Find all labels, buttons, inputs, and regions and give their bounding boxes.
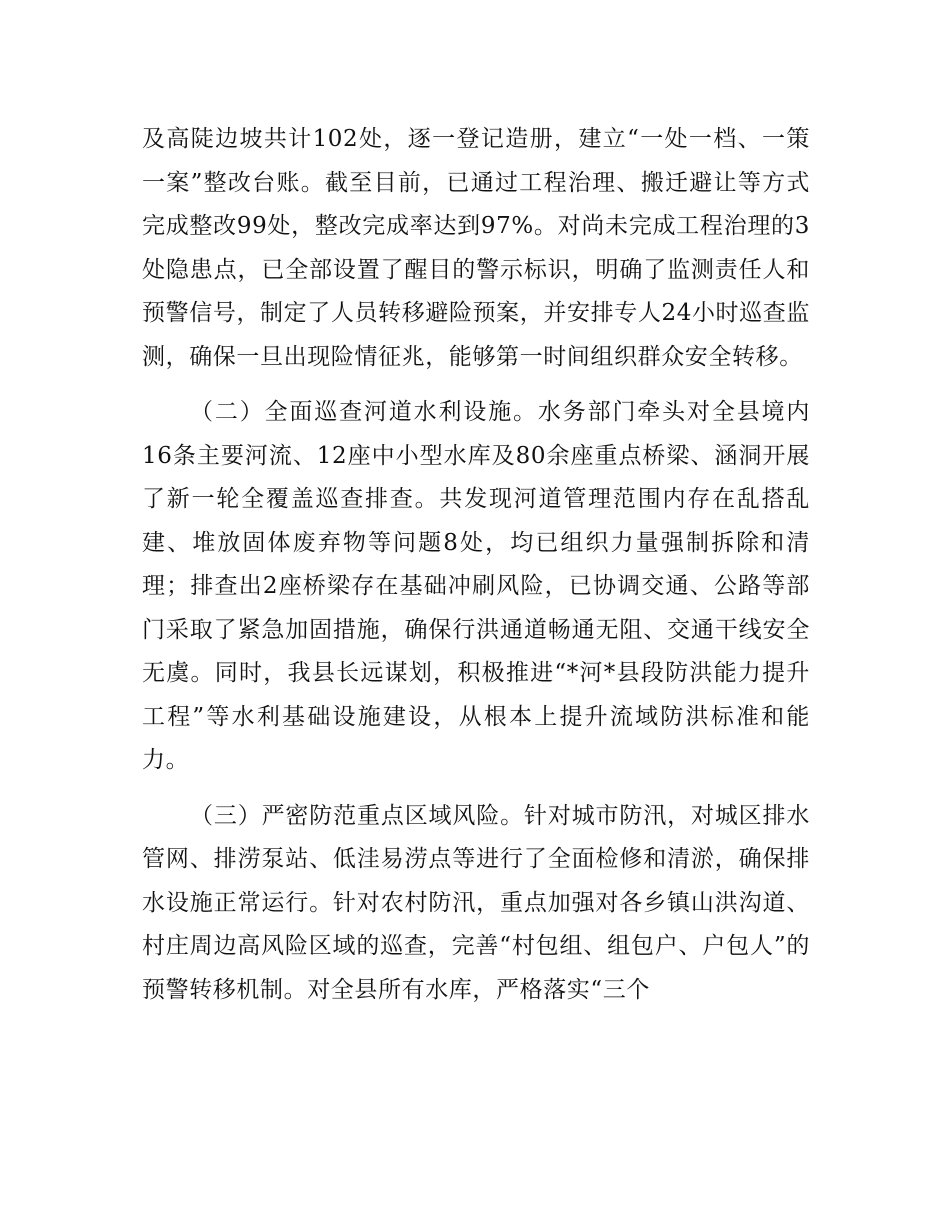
paragraph-gap xyxy=(142,379,810,391)
document-body xyxy=(142,118,810,1012)
paragraph-river-facilities: （二）全面巡查河道水利设施。水务部门牵头对全县境内16条主要河流、12座中小型水库及80余座重点桥梁、涵洞开展了新一轮全覆盖巡查排查。共发现河道管理范围内存在乱搭乱建、堆放固体废弃物等问题8处，均已组织力量强制拆除和清理；排查出2座桥梁存在基础冲刷风险，已协调交通、公路等部门采取了紧急加固措施，确保行洪通道畅通无阻、交通干线安全无虞。同时，我县长远谋划，积极推进“*河*县段防洪能力提升工程”等水利基础设施建设，从根本上提升流域防洪标准和能力。 xyxy=(142,399,810,773)
paragraph-continuation: 及高陡边坡共计102处，逐一登记造册，建立“一处一档、一策一案”整改台账。截至目前，已通过工程治理、搬迁避让等方式完成整改99处，整改完成率达到97%。对尚未完成工程治理的3处隐患点，已全部设置了醒目的警示标识，明确了监测责任人和预警信号，制定了人员转移避险预案，并安排专人24小时巡查监测，确保一旦出现险情征兆，能够第一时间组织群众安全转移。 xyxy=(142,126,810,370)
paragraph-key-areas: （三）严密防范重点区域风险。针对城市防汛，对城区排水管网、排涝泵站、低洼易涝点等进行了全面检修和清淤，确保排水设施正常运行。针对农村防汛，重点加强对各乡镇山洪沟道、村庄周边高风险区域的巡查，完善“村包组、组包户、户包人”的预警转移机制。对全县所有水库，严格落实“三个 xyxy=(142,802,810,1003)
paragraph-gap xyxy=(142,783,810,795)
